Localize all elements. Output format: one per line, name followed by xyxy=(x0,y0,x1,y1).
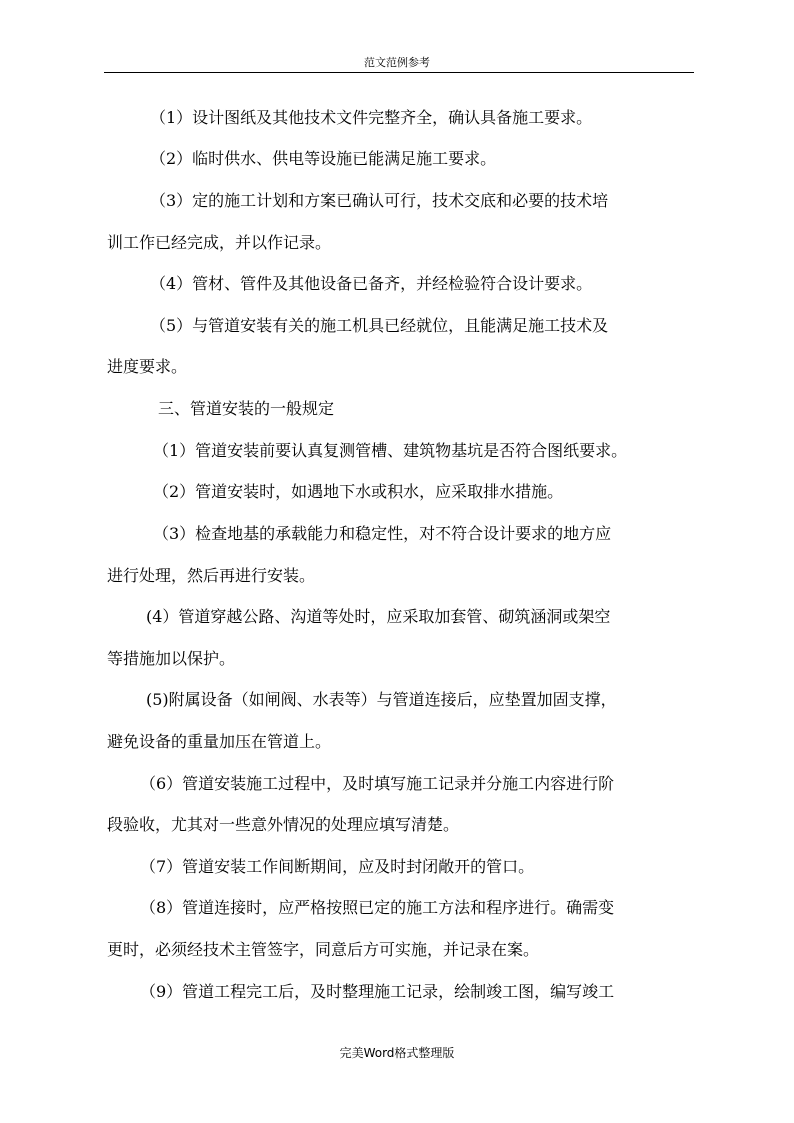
paragraph-line: （2）管道安装时，如遇地下水或积水，应采取排水措施。 xyxy=(153,482,564,501)
paragraph-line: （1）管道安装前要认真复测管槽、建筑物基坑是否符合图纸要求。 xyxy=(153,441,628,460)
paragraph-line: 等措施加以保护。 xyxy=(107,649,236,668)
paragraph-line: (4）管道穿越公路、沟道等处时，应采取加套管、砌筑涵洞或架空 xyxy=(146,607,611,626)
paragraph-line: （3）检查地基的承载能力和稳定性，对不符合设计要求的地方应 xyxy=(153,524,612,543)
paragraph-line: （5）与管道安装有关的施工机具已经就位，且能满足施工技术及 xyxy=(150,316,609,335)
paragraph-line: （3）定的施工计划和方案已确认可行，技术交底和必要的技术培 xyxy=(150,191,609,210)
paragraph-line: 进度要求。 xyxy=(107,357,188,376)
page-footer: 完美Word格式整理版 xyxy=(339,1046,455,1060)
paragraph-line: (5)附属设备（如闸阀、水表等）与管道连接后，应垫置加固支撑， xyxy=(146,690,617,709)
page-header: 范文范例参考 xyxy=(364,56,430,69)
paragraph-line: 训工作已经完成，并以作记录。 xyxy=(107,233,332,252)
paragraph-line: 段验收，尤其对一些意外情况的处理应填写清楚。 xyxy=(107,815,460,834)
paragraph-line: （2）临时供水、供电等设施已能满足施工要求。 xyxy=(150,149,497,168)
paragraph-line: （4）管材、管件及其他设备已备齐，并经检验符合设计要求。 xyxy=(150,274,593,293)
header-divider xyxy=(104,72,694,73)
paragraph-line: （1）设计图纸及其他技术文件完整齐全，确认具备施工要求。 xyxy=(150,108,593,127)
section-heading: 三、管道安装的一般规定 xyxy=(158,399,335,418)
paragraph-line: 进行处理，然后再进行安装。 xyxy=(107,566,316,585)
paragraph-line: 避免设备的重量加压在管道上。 xyxy=(107,732,332,751)
paragraph-line: （8）管道连接时，应严格按照已定的施工方法和程序进行。确需变 xyxy=(140,898,615,917)
paragraph-line: （6）管道安装施工过程中，及时填写施工记录并分施工内容进行阶 xyxy=(140,774,615,793)
paragraph-line: 更时，必须经技术主管签字，同意后方可实施，并记录在案。 xyxy=(107,940,540,959)
paragraph-line: （9）管道工程完工后，及时整理施工记录，绘制竣工图，编写竣工 xyxy=(140,982,615,1001)
paragraph-line: （7）管道安装工作间断期间，应及时封闭敞开的管口。 xyxy=(140,857,535,876)
